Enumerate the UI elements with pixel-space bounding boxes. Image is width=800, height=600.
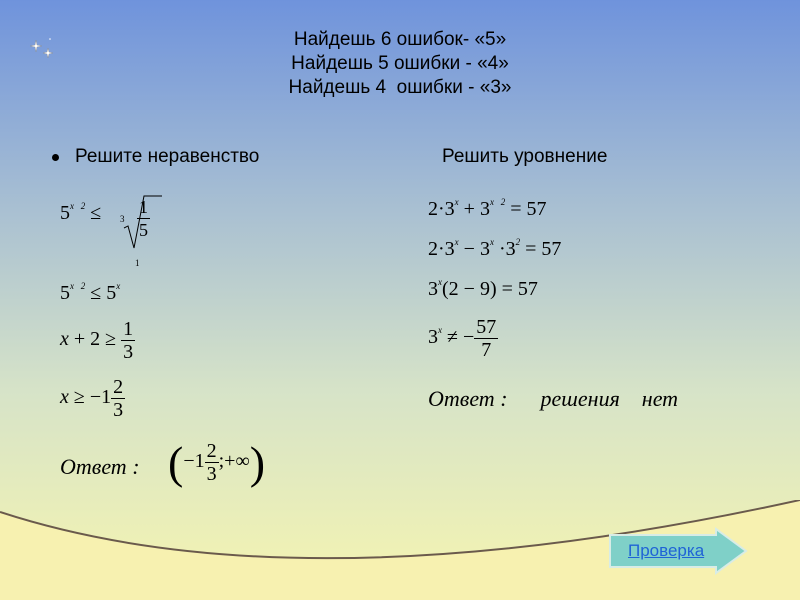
left-heading-text: Решите неравенство [75,146,260,167]
equation-step-1: $2\cdot 3^x + 3^{x 2} = 57$ [428,197,547,220]
title-line-3: Найдешь 4 ошибки - «3» [288,77,512,98]
equation-step-4: $3^x$ ≠ − $\frac{57}{7}$ [428,316,497,361]
right-heading: Решить уровнение [442,146,608,167]
right-answer-word-2: нет [641,386,679,411]
page-title [0,28,800,100]
svg-text:3: 3 [120,214,125,224]
right-answer-word-1: решения [540,386,620,411]
inequality-step-3: x + 2 ≥ $\frac{1}{3}$ [60,318,134,363]
bullet-icon [52,154,59,161]
right-answer-label: Ответ : [428,386,508,411]
right-answer [428,386,678,412]
left-heading [52,146,259,168]
equation-step-2: $2\cdot 3^x - 3^x \cdot 3^2 = 57$ [428,237,562,260]
check-button-label: Проверка [628,541,705,560]
left-answer-label: Ответ : [60,454,140,479]
title-line-2: Найдешь 5 ошибки - «4» [291,53,509,74]
inequality-step-4: x ≥ −1 $\frac{2}{3}$ [60,376,124,421]
inequality-step-1: $5^{x 2}$ ≤ [60,201,102,224]
inequality-step-2: $5^{x 2} \le 5^x$ [60,281,121,304]
radical-fraction: $\frac{1}{5}$ [139,197,148,240]
check-button[interactable] [608,527,748,575]
title-line-1: Найдешь 6 ошибок- «5» [293,29,507,50]
left-answer-interval: (−1 $\frac{2}{3}$ ;+∞) [168,437,266,488]
equation-step-3: $3^x(2 - 9) = 57$ [428,277,538,300]
